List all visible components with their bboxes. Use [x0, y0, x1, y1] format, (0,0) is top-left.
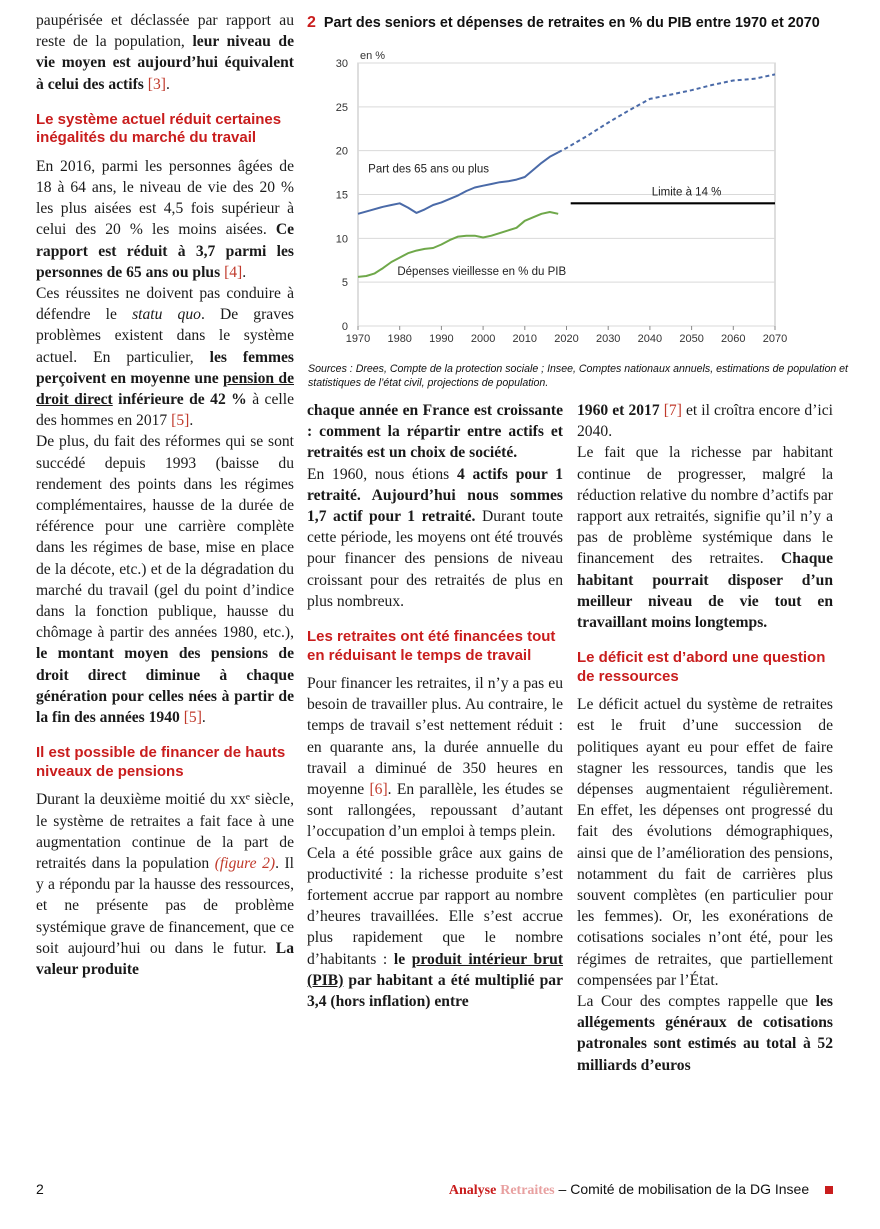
paragraph-cour-comptes — [577, 991, 833, 1076]
text-run: Chaque habitant pourrait disposer d’un meilleur niveau de vie tout en travaillant moins longtemps. — [577, 550, 833, 632]
text-run: paupérisée et déclassée par rapport au reste de la population, — [36, 12, 294, 51]
heading-inegalites: Le système actuel réduit certaines inégalités du marché du travail — [36, 110, 282, 147]
footer-text: – Comité de mobilisation de la DG Insee — [554, 1181, 810, 1197]
text-run: chaque année en France est croissante : comment la répartir entre actifs et retraités est un choix de société. — [307, 402, 563, 462]
y-tick-label: 30 — [335, 58, 348, 70]
heading-deficit: Le déficit est d’abord une question de ressources — [577, 649, 826, 685]
text-run: leur niveau de vie moyen est aujourd’hui équivalent à celui des actifs — [36, 33, 294, 93]
paragraph-intro — [36, 10, 294, 95]
text-run: . En parallèle, les études se sont rallongées, repoussant d’autant l’occupation d’un emploi à temps plein. — [307, 781, 564, 841]
x-tick-label: 2060 — [721, 333, 746, 345]
column-middle — [307, 400, 563, 1012]
paragraph-financer — [307, 673, 563, 843]
text-run: . De graves problèmes existent dans le système actuel. En particulier, — [36, 306, 294, 366]
paragraph-1960-2017 — [577, 400, 833, 442]
text-run: . — [189, 412, 194, 430]
reference-link[interactable]: [5] — [171, 412, 190, 430]
reference-link[interactable]: [6] — [369, 781, 388, 799]
x-tick-label: 2000 — [470, 333, 496, 345]
chart-annotation-0: Part des 65 ans ou plus — [368, 163, 490, 176]
paragraph-reformes — [36, 431, 294, 728]
figure-reference: (figure 2) — [214, 854, 276, 872]
footer-square-icon — [825, 1186, 833, 1194]
text-run: . — [201, 709, 206, 727]
text-run: 1960 et 2017 — [577, 402, 660, 419]
text-run: Durant toute cette période, les moyens ont été trouvés pour financer des pensions de niveau croissant pour des retraités de plus en plus nombreux. — [307, 508, 563, 610]
column-left — [36, 10, 294, 980]
text-run: pension de droit direct — [36, 369, 294, 409]
text-run: et il croîtra encore d’ici 2040. — [577, 402, 833, 441]
figure-title-text: Part des seniors et dépenses de retraites en % du PIB entre 1970 et 2070 — [323, 15, 820, 31]
text-run: statu quo — [132, 306, 201, 324]
x-tick-label: 2040 — [637, 333, 663, 345]
y-tick-label: 25 — [335, 101, 348, 114]
text-run: les femmes perçoivent en moyenne une — [36, 348, 294, 387]
y-tick-label: 20 — [335, 145, 348, 158]
text-run: le — [393, 950, 412, 968]
text-run: inférieure de 42 % — [112, 391, 247, 409]
text-run: Durant la deuxième moitié du xxᵉ siècle, le système de retraites a fait face à une augmentation continue de la part de retraités dans la population — [36, 791, 294, 872]
text-run: En 2016, parmi les personnes âgées de 18 à 64 ans, le niveau de vie des 20 % les plus aisées est 4,5 fois supérieur à celui des 20 % les moins aisées. — [36, 157, 294, 239]
brand-retraites: Retraites — [500, 1183, 555, 1198]
text-run: Cela a été possible grâce aux gains de productivité : la richesse produite s’est fortement accrue par rapport au nombre d’heures travaillées. Elle s’est accrue plus rapidement que le nombre d’habitants : — [307, 844, 563, 968]
y-axis-label: en % — [360, 50, 386, 62]
chart-annotation-2: Limite à 14 % — [651, 186, 722, 199]
column-right — [577, 400, 833, 1076]
series-line-1 — [558, 74, 775, 152]
text-run: La Cour des comptes rappelle que — [577, 993, 816, 1011]
text-run: par habitant a été multiplié par 3,4 (hors inflation) entre — [307, 971, 563, 1011]
paragraph-reussites — [36, 283, 294, 431]
x-tick-label: 1980 — [387, 333, 412, 345]
text-run: Pour financer les retraites, il n’y a pas eu besoin de travailler plus. Au contraire, le temps de travail s’est nettement réduit : en quarante ans, la durée annuelle du travail a diminué de 350 heures en moyenne — [307, 675, 563, 799]
x-tick-label: 2030 — [595, 333, 621, 345]
reference-link[interactable]: [3] — [147, 75, 166, 93]
paragraph-productivite — [307, 843, 563, 1013]
text-run: 4 actifs pour 1 retraité. Aujourd’hui nous sommes 1,7 actif pour 1 retraité. — [307, 465, 563, 526]
reference-link[interactable]: [7] — [663, 402, 682, 419]
text-run: En 1960, nous étions — [307, 465, 457, 483]
y-tick-label: 5 — [341, 277, 348, 290]
y-tick-label: 15 — [335, 189, 348, 202]
chart-annotation-1: Dépenses vieillesse en % du PIB — [397, 266, 567, 279]
text-run: Ce rapport est réduit à 3,7 parmi les personnes de 65 ans ou plus — [36, 221, 294, 281]
paragraph-1960 — [307, 464, 563, 612]
paragraph-deuxieme-moitie — [36, 789, 294, 980]
brand-analyse: Analyse — [448, 1183, 497, 1198]
y-tick-label: 0 — [341, 321, 348, 333]
retirement-chart — [320, 44, 790, 354]
text-run: Le déficit actuel du système de retraites est le fruit d’une succession de politiques ayant eu pour effet de faire stagner les ressources, tandis que les dépenses augmentaient régulièrement. En effet, les dépenses ont progressé du fait des évolutions démographiques, ainsi que de l’amélioration des pensions, notamment du fait de carrières plus souvent complètes (en particulier pour les femmes). Or, les exonérations de cotisations sociales n’ont été, pour les régimes de retraites, que partiellement compensées par l’État. — [577, 696, 833, 989]
paragraph-choix-societe — [307, 400, 563, 464]
text-run: Ces réussites ne doivent pas conduire à défendre le — [36, 285, 294, 324]
x-tick-label: 2010 — [512, 333, 538, 345]
text-run: . — [242, 263, 247, 281]
reference-link[interactable]: [4] — [224, 263, 243, 281]
text-run: De plus, du fait des réformes qui se sont succédé depuis 1993 (baisse du rendement des points dans les régimes complémentaires, hausse de la durée de référence pour une carrière complète dans les régimes de base, mise en place de la décote, etc.) et de la dégradation du marché du travail (gel du point d’indice dans la fonction publique, hausse du chômage à partir des années 1980, etc.), — [36, 433, 294, 642]
page-number: 2 — [36, 1181, 44, 1197]
footer-brand — [449, 1181, 833, 1199]
paragraph-deficit — [577, 694, 833, 991]
heading-financer: Il est possible de financer de hauts niveaux de pensions — [36, 744, 286, 780]
text-run: Le fait que la richesse par habitant continue de progresser, malgré la réduction relative du nombre d’actifs par rapport aux retraités, signifie qu’il n’y a pas de problème systémique dans le financement des retraites. — [577, 444, 833, 568]
text-run: le montant moyen des pensions de droit direct diminue à chaque génération pour celles nées à partir de la fin des années 1940 — [36, 645, 294, 727]
reference-link[interactable]: [5] — [183, 709, 202, 727]
y-tick-label: 10 — [335, 233, 348, 246]
text-run: à celle des hommes en 2017 — [36, 391, 294, 430]
text-run: produit intérieur brut (PIB) — [307, 950, 564, 989]
x-tick-label: 2050 — [679, 333, 704, 345]
figure-number: 2 — [307, 14, 316, 31]
paragraph-richesse — [577, 442, 833, 633]
figure-sources: Sources : Drees, Compte de la protection sociale ; Insee, Comptes nationaux annuels, estimations de population et statistiques de l’état civil, projections de population. — [308, 363, 849, 389]
text-run: . Il y a répondu par la hausse des ressources, et ne présente pas de problème systémique grave de financement, que ce soit aujourd’hui ou dans le futur. — [36, 854, 294, 957]
heading-temps-travail: Les retraites ont été financées tout en réduisant le temps de travail — [307, 628, 556, 664]
text-run: les allégements généraux de cotisations patronales sont estimés au total à 52 milliards d’euros — [577, 993, 833, 1074]
x-tick-label: 1970 — [345, 333, 371, 345]
paragraph-niveau-vie — [36, 156, 294, 283]
text-run: La valeur produite — [36, 939, 294, 978]
x-tick-label: 2020 — [554, 333, 579, 345]
series-line-0 — [358, 152, 558, 213]
text-run: . — [165, 75, 170, 93]
figure-title — [307, 14, 867, 32]
x-tick-label: 2070 — [762, 333, 788, 345]
x-tick-label: 1990 — [429, 333, 454, 345]
